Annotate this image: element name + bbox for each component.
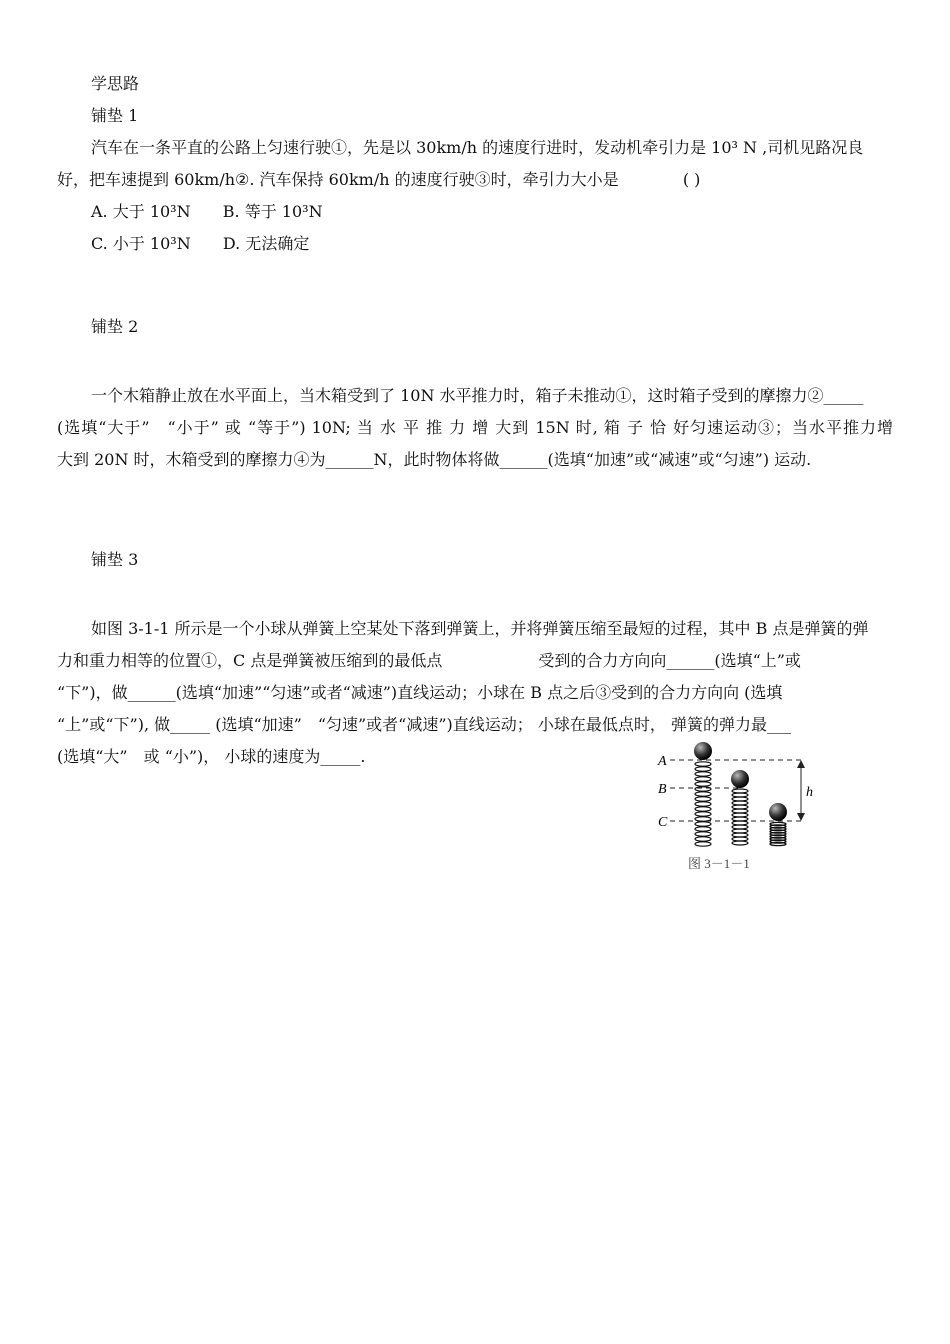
heading-2: 铺垫 2 [91,317,139,336]
heading-1: 铺垫 1 [91,106,139,125]
q3-line4: “上”或“下”), 做_____ (选填“加速” “匀速”或者“减速”)直线运动； 小球在最低点时， 弹簧的弹力最___ [57,715,791,734]
spring-diagram [650,738,850,878]
option-c: C. 小于 10³N [91,234,191,253]
label-a: A [658,754,667,769]
ball-at-c [769,803,787,821]
spring-figure [650,738,850,882]
q1-line1: 汽车在一条平直的公路上匀速行驶①，先是以 30km/h 的速度行进时，发动机牵引力是 10³ N ,司机见路况良 [91,138,864,157]
q2-line2: (选填“大于” “小于” 或 “等于”) 10N; 当 水 平 推 力 增 大到 15N 时, 箱 子 恰 好匀速运动③；当水平推力增 [57,418,893,437]
h-arrow-bottom [797,813,805,821]
option-a: A. 大于 10³N [91,202,191,221]
spring-at-b [732,789,748,845]
q2-line3: 大到 20N 时，木箱受到的摩擦力④为______N，此时物体将做______(选填“加速”或“减速”或“匀速”) 运动. [57,450,812,469]
ball-at-a [694,742,712,760]
option-b: B. 等于 10³N [222,202,323,221]
label-c: C [658,815,668,830]
label-h: h [806,785,813,800]
q2-line1: 一个木箱静止放在水平面上，当木箱受到了 10N 水平推力时，箱子未推动①，这时箱子受到的摩擦力②_____ [91,386,864,405]
figure-caption: 图 3－1－1 [688,856,750,871]
spring-uncompressed [695,762,711,846]
option-d: D. 无法确定 [222,234,310,253]
q3-line1: 如图 3-1-1 所示是一个小球从弹簧上空某处下落到弹簧上，并将弹簧压缩至最短的过程，其中 B 点是弹簧的弹 [91,619,869,638]
q1-line2-text: 好，把车速提到 60km/h②. 汽车保持 60km/h 的速度行驶③时，牵引力大小是 [57,170,619,189]
spring-compressed [770,822,786,845]
q1-options-cd [91,234,309,254]
q3-line5: (选填“大” 或 “小”)， 小球的速度为_____. [57,747,366,766]
label-b: B [658,782,667,797]
ball-at-b [731,770,749,788]
section-header: 学思路 [91,74,140,93]
q3-line2: 力和重力相等的位置①，C 点是弹簧被压缩到的最低点 受到的合力方向向______(选填“上”或 [57,651,801,670]
q1-answer-paren: ( ) [682,170,701,189]
heading-3: 铺垫 3 [91,550,139,569]
h-arrow-top [797,760,805,768]
q1-line2 [57,170,700,190]
q1-options-ab [91,202,323,222]
q3-line3: “下”)，做______(选填“加速”“匀速”或者“减速”)直线运动；小球在 B 点之后③受到的合力方向向 (选填 [57,683,783,702]
